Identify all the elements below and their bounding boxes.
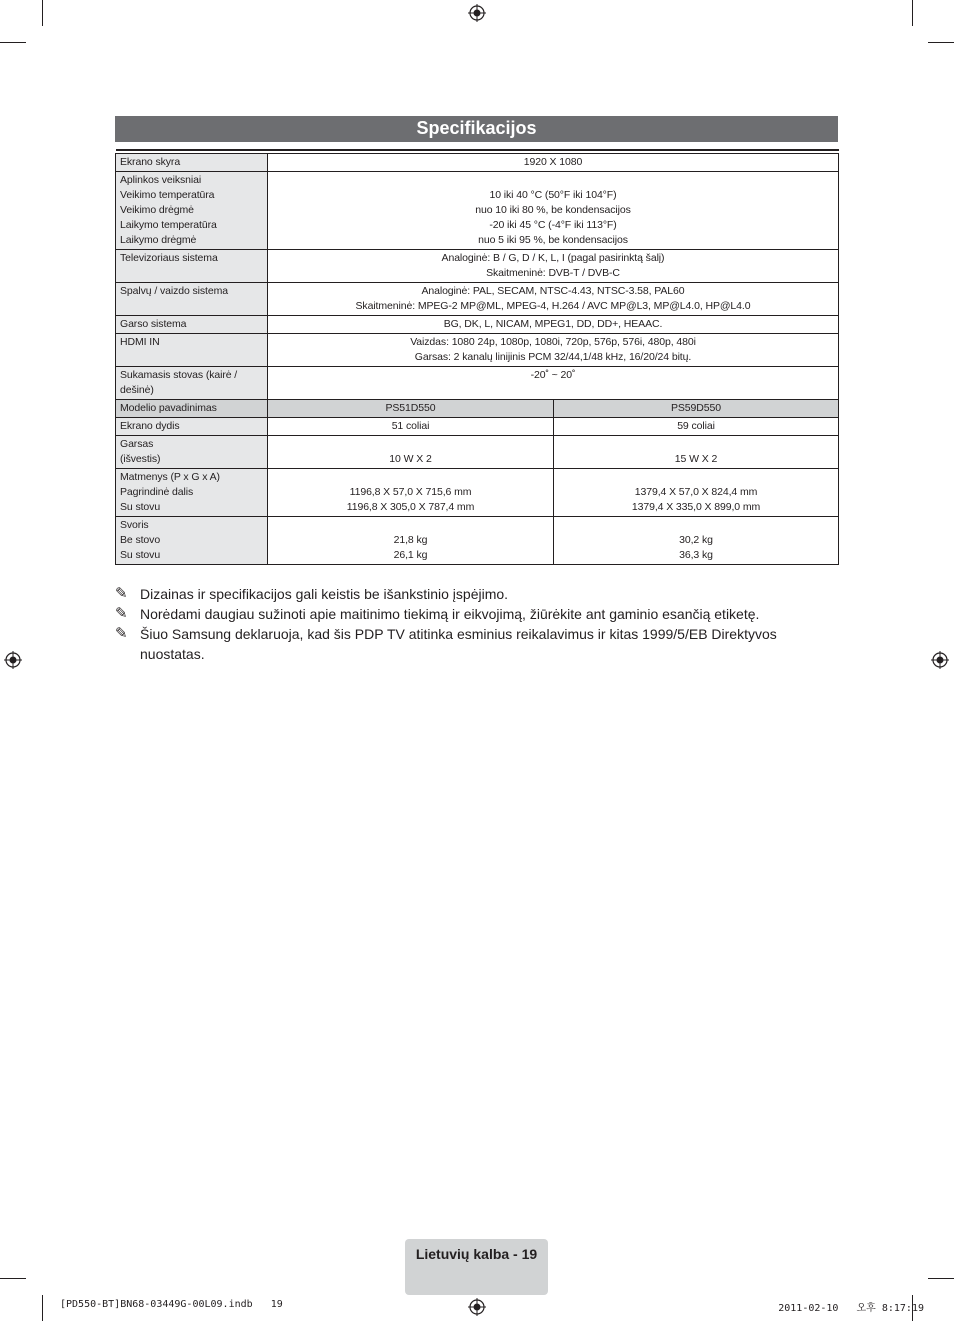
model-a: PS51D550 [268,400,554,418]
pencil-note-icon: ✎ [115,625,128,642]
row-value: 10 iki 40 °C (50°F iki 104°F) nuo 10 iki 80 %, be kondensacijos -20 iki 45 °C (-4°F iki 113°F) nuo 5 iki 95 %, be kondensacijos [268,172,839,250]
page-title: Specifikacijos [115,116,838,142]
row-value: BG, DK, L, NICAM, MPEG1, DD, DD+, HEAAC. [268,316,839,334]
row-label: Ekrano dydis [116,418,268,436]
table-row [116,517,839,565]
registration-mark-icon [468,4,486,22]
row-label: Modelio pavadinimas [116,400,268,418]
crop-mark [928,1278,954,1279]
table-row [116,418,839,436]
value-a: 21,8 kg 26,1 kg [268,517,554,565]
crop-mark [928,42,954,43]
registration-mark-icon [468,1298,486,1316]
note-item [115,584,815,604]
row-value: 1920 X 1080 [268,154,839,172]
row-label: Ekrano skyra [116,154,268,172]
value-a: 1196,8 X 57,0 X 715,6 mm 1196,8 X 305,0 X 787,4 mm [268,469,554,517]
table-row [116,250,839,283]
crop-mark [0,42,26,43]
crop-mark [42,1295,43,1321]
row-label: Aplinkos veiksniai Veikimo temperatūra Veikimo drėgmė Laikymo temperatūra Laikymo drėgmė [116,172,268,250]
row-value: -20˚ ~ 20˚ [268,367,839,400]
registration-mark-icon [931,651,949,669]
crop-mark [42,0,43,26]
row-label: Matmenys (P x G x A) Pagrindinė dalis Su stovu [116,469,268,517]
note-text: Norėdami daugiau sužinoti apie maitinimo tiekimą ir eikvojimą, žiūrėkite ant gaminio esančią etiketę. [140,606,760,622]
print-timestamp: 2011-02-10 오후 8:17:19 [778,1303,924,1314]
table-row [116,154,839,172]
table-row [116,283,839,316]
table-row [116,172,839,250]
note-text: Dizainas ir specifikacijos gali keistis be išankstinio įspėjimo. [140,586,509,602]
value-b: 15 W X 2 [554,436,839,469]
pencil-note-icon: ✎ [115,585,128,602]
crop-mark [0,1278,26,1279]
row-label: Garso sistema [116,316,268,334]
value-b: 30,2 kg 36,3 kg [554,517,839,565]
row-label: Spalvų / vaizdo sistema [116,283,268,316]
row-label: Sukamasis stovas (kairė / dešinė) [116,367,268,400]
note-item [115,624,815,664]
page-number-label: Lietuvių kalba - 19 [415,1246,538,1262]
row-value: Analoginė: PAL, SECAM, NTSC-4.43, NTSC-3.58, PAL60 Skaitmeninė: MPEG-2 MP@ML, MPEG-4, H.264 / AVC MP@L3, MP@L4.0, HP@L4.0 [268,283,839,316]
registration-mark-icon [4,651,22,669]
note-item [115,604,815,624]
table-row [116,316,839,334]
table-row [116,367,839,400]
row-label: HDMI IN [116,334,268,367]
file-info: [PD550-BT]BN68-03449G-00L09.indb 19 [60,1299,283,1310]
value-b: 1379,4 X 57,0 X 824,4 mm 1379,4 X 335,0 X 899,0 mm [554,469,839,517]
model-b: PS59D550 [554,400,839,418]
row-label: Svoris Be stovo Su stovu [116,517,268,565]
notes-list [115,584,815,664]
row-value: Vaizdas: 1080 24p, 1080p, 1080i, 720p, 576p, 576i, 480p, 480i Garsas: 2 kanalų linijinis PCM 32/44,1/48 kHz, 16/20/24 bitų. [268,334,839,367]
row-label: Televizoriaus sistema [116,250,268,283]
crop-mark [912,0,913,26]
table-row [116,400,839,418]
table-row [116,334,839,367]
note-text: Šiuo Samsung deklaruoja, kad šis PDP TV atitinka esminius reikalavimus ir kitas 1999/5/EB Direktyvos nuostatas. [140,626,777,662]
value-b: 59 coliai [554,418,839,436]
table-row [116,436,839,469]
spec-table [115,149,839,565]
row-label: Garsas (išvestis) [116,436,268,469]
value-a: 10 W X 2 [268,436,554,469]
pencil-note-icon: ✎ [115,605,128,622]
table-row [116,469,839,517]
value-a: 51 coliai [268,418,554,436]
row-value: Analoginė: B / G, D / K, L, I (pagal pasirinktą šalį) Skaitmeninė: DVB-T / DVB-C [268,250,839,283]
